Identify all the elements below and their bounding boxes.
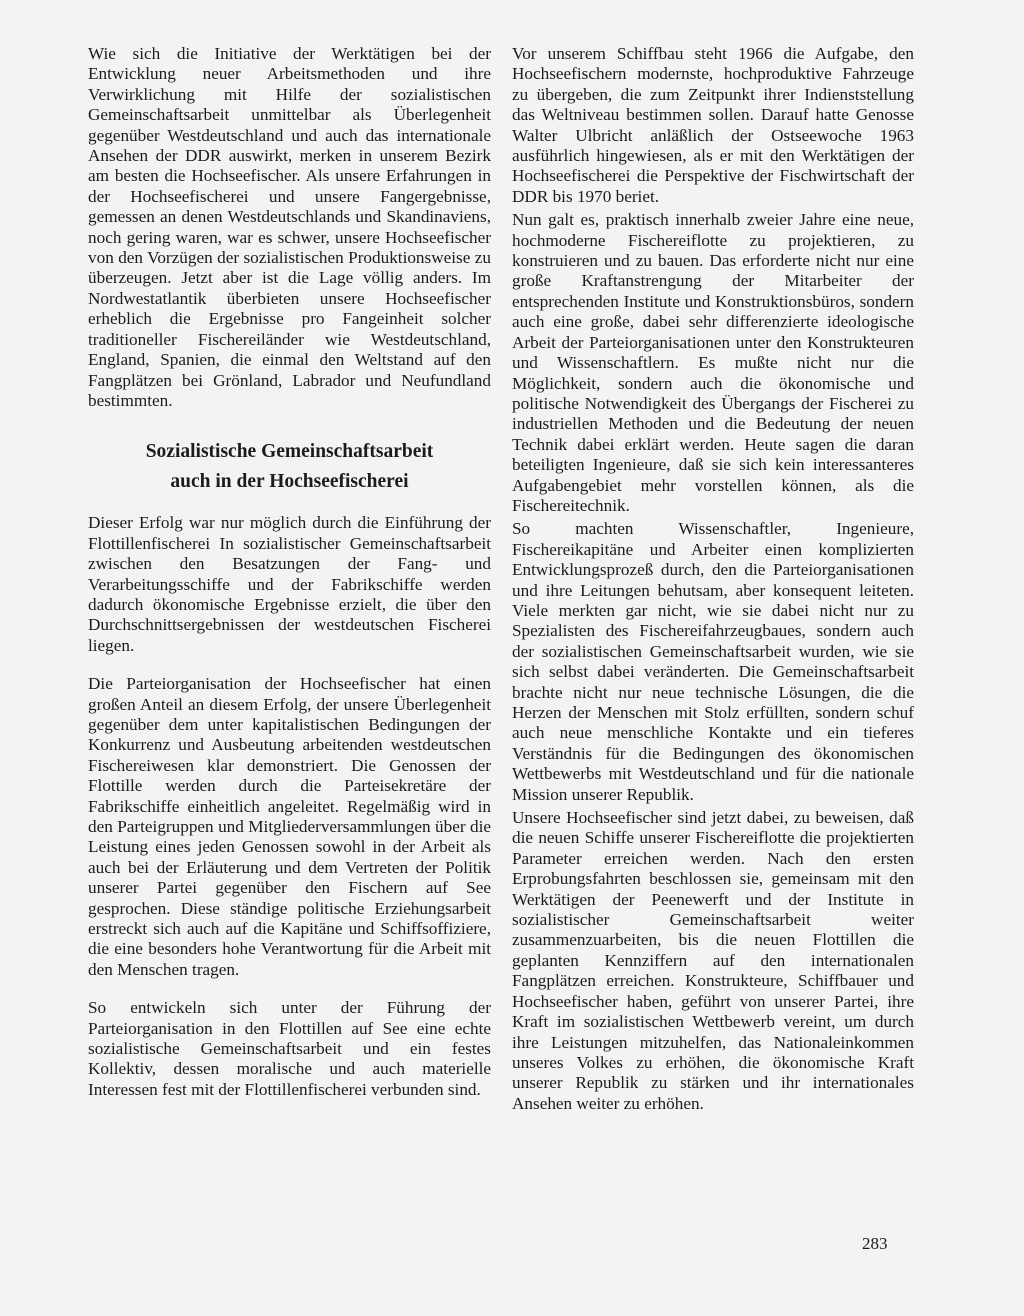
- left-paragraph-1: Dieser Erfolg war nur möglich durch die Einführung der Flottillenfischerei In sozialistischer Gemeinschaftsarbeit zwischen den Besatzungen der Fang- und Verarbeitungsschiffe und der Fabrikschiffe werden dadurch ökonomische Ergebnisse erzielt, die über den Durchschnittsergebnissen der westdeutschen Fischerei liegen.: [88, 513, 491, 655]
- section-heading: [88, 437, 491, 497]
- left-paragraph-3: So entwickeln sich unter der Führung der Parteiorganisation in den Flottillen auf See eine echte sozialistische Gemeinschaftsarbeit und ein festes Kollektiv, dessen moralische und auch materielle Interessen fest mit der Flottillenfischerei verbunden sind.: [88, 998, 491, 1099]
- right-paragraph-4: Unsere Hochseefischer sind jetzt dabei, zu beweisen, daß die neuen Schiffe unserer Fischereiflotte die projektierten Parameter erreichen werden. Nach den ersten Erprobungsfahrten beschlossen sie, gemeinsam mit den Werktätigen der Peenewerft und der Institute in sozialistischer Gemeinschaftsarbeit weiter zusammenzuarbeiten, bis die neuen Flottillen die geplanten Kennziffern auf den internationalen Fangplätzen erreichen. Konstrukteure, Schiffbauer und Hochseefischer haben, geführt von unserer Partei, ihre Kraft im sozialistischen Wettbewerb vereint, um durch ihre Leistungen mitzuhelfen, das Nationaleinkommen unseres Volkes zu erhöhen, die ökonomische Kraft unserer Republik zu stärken und ihr internationales Ansehen weiter zu erhöhen.: [512, 808, 914, 1113]
- right-column: [512, 44, 914, 1114]
- left-paragraph-2: Die Parteiorganisation der Hochseefischer hat einen großen Anteil an diesem Erfolg, der unsere Überlegenheit gegenüber dem unter kapitalistischen Bedingungen der Konkurrenz und Ausbeutung arbeitenden westdeutschen Fischereiwesen klar demonstriert. Die Genossen der Flottille werden durch die Parteisekretäre der Fabrikschiffe einheitlich angeleitet. Regelmäßig wird in den Parteigruppen und Mitgliederversammlungen über die Leistung eines jeden Genossen sowohl in der Arbeit als auch bei der Erläuterung und dem Vertreten der Politik unserer Partei gegenüber den Fischern auf See gesprochen. Diese ständige politische Erziehungsarbeit erstreckt sich auch auf die Kapitäne und Schiffsoffiziere, die eine besonders hohe Verantwortung für die Arbeit mit den Menschen tragen.: [88, 674, 491, 979]
- section-heading-line-1: Sozialistische Gemeinschaftsarbeit: [145, 441, 434, 463]
- right-paragraph-3: So machten Wissenschaftler, Ingenieure, Fischereikapitäne und Arbeiter einen komplizierten Entwicklungsprozeß durch, den die Parteiorganisationen und ihre Leitungen behutsam, aber konsequent leiteten. Viele merkten gar nicht, wie sie dabei nicht nur zu Spezialisten des Fischereifahrzeugbaues, sondern auch der sozialistischen Gemeinschaftsarbeit wurden, wie sie sich selbst dabei veränderten. Die Gemeinschaftsarbeit brachte nicht nur neue technische Lösungen, die die Herzen der Menschen mit Stolz erfüllten, sondern schuf auch neue menschliche Kontakte und ein tieferes Verständnis für die Bedingungen des ökonomischen Wettbewerbs mit Westdeutschland und für die nationale Mission unserer Republik.: [512, 519, 914, 804]
- page-number: 283: [862, 1234, 888, 1253]
- intro-paragraph: Wie sich die Initiative der Werktätigen bei der Entwicklung neuer Arbeitsmethoden und ihre Verwirklichung mit Hilfe der sozialistischen Gemeinschaftsarbeit unmittelbar als Überlegenheit gegenüber Westdeutschland und auch das internationale Ansehen der DDR auswirkt, merken in unserem Bezirk am besten die Hochseefischer. Als unsere Erfahrungen in der Hochseefischerei und unsere Fangergebnisse, gemessen an denen Westdeutschlands und Skandinaviens, noch gering waren, war es schwer, unsere Hochseefischer von den Vorzügen der sozialistischen Produktionsweise zu überzeugen. Jetzt aber ist die Lage völlig anders. Im Nordwestatlantik überbieten unsere Hochseefischer erheblich die Ergebnisse pro Fangeinheit solcher traditioneller Fischereiländer wie Westdeutschland, England, Spanien, die einmal den Weltstand auf den Fangplätzen bei Grönland, Labrador und Neufundland bestimmten.: [88, 44, 491, 410]
- right-paragraph-2: Nun galt es, praktisch innerhalb zweier Jahre eine neue, hochmoderne Fischereiflotte zu projektieren, zu konstruieren und zu bauen. Das erforderte nicht nur eine große Kraftanstrengung der Mitarbeiter der entsprechenden Institute und Konstruktionsbüros, sondern auch eine große, dabei sehr differenzierte ideologische Arbeit der Parteiorganisationen unter den Konstrukteuren und Wissenschaftlern. Es mußte nicht nur die Möglichkeit, sondern auch die ökonomische und politische Notwendigkeit des Übergangs der Fischerei zu industriellen Methoden und die Bedeutung der neuen Technik dabei erklärt werden. Heute sagen die daran beteiligten Ingenieure, daß sie sich kein interessanteres Aufgabengebiet mehr vorstellen können, als die Fischereitechnik.: [512, 210, 914, 515]
- section-heading-line-2: auch in der Hochseefischerei: [170, 471, 409, 493]
- left-column: [88, 44, 491, 1100]
- right-paragraph-1: Vor unserem Schiffbau steht 1966 die Aufgabe, den Hochseefischern modernste, hochproduktive Fahrzeuge zu übergeben, die zum Zeitpunkt ihrer Indienststellung das Weltniveau bestimmen sollen. Darauf hatte Genosse Walter Ulbricht anläßlich der Ostseewoche 1963 ausführlich hingewiesen, als er mit den Werktätigen der Hochseefischerei die Perspektive der Fischwirtschaft der DDR bis 1970 beriet.: [512, 44, 914, 206]
